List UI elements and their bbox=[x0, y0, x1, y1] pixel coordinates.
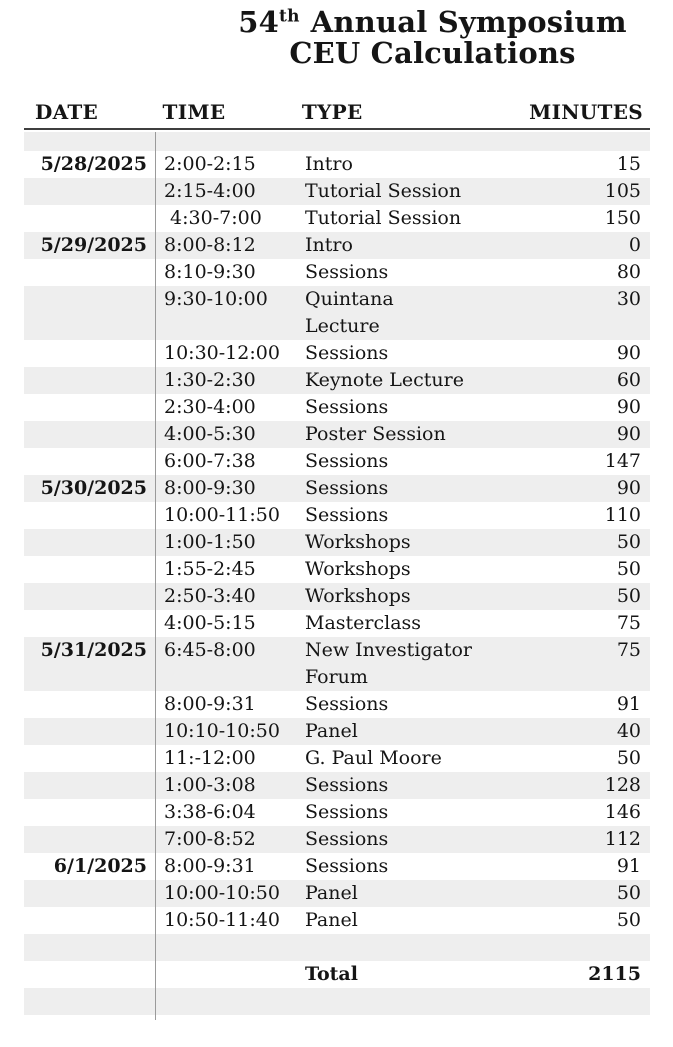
type-cell: Sessions bbox=[305, 855, 389, 877]
table-row bbox=[24, 502, 650, 529]
table-row bbox=[24, 394, 650, 421]
minutes-cell: 90 bbox=[616, 342, 641, 364]
table-row bbox=[24, 232, 650, 259]
time-cell: 10:10-10:50 bbox=[164, 720, 280, 742]
type-cell: Panel bbox=[305, 882, 358, 904]
type-cell: Sessions bbox=[305, 693, 389, 715]
table-row bbox=[24, 826, 650, 853]
time-cell: 3:38-6:04 bbox=[164, 801, 256, 823]
minutes-cell: 60 bbox=[616, 369, 641, 391]
type-cell: Poster Session bbox=[305, 423, 446, 445]
table-row bbox=[24, 610, 650, 637]
table-row bbox=[24, 907, 650, 934]
table-row bbox=[24, 691, 650, 718]
spacer-row bbox=[24, 1015, 650, 1047]
minutes-cell: 105 bbox=[604, 180, 641, 202]
type-cell: Sessions bbox=[305, 261, 389, 283]
type-cell: Tutorial Session bbox=[305, 207, 462, 229]
minutes-cell: 91 bbox=[616, 855, 641, 877]
time-cell: 10:00-11:50 bbox=[164, 504, 280, 526]
time-cell: 4:00-5:15 bbox=[164, 612, 256, 634]
type-cell: Sessions bbox=[305, 477, 389, 499]
time-cell: 2:15-4:00 bbox=[164, 180, 256, 202]
type-cell: Tutorial Session bbox=[305, 180, 462, 202]
time-cell: 8:00-9:31 bbox=[164, 855, 256, 877]
header-date: DATE bbox=[35, 100, 99, 124]
date-cell: 5/29/2025 bbox=[40, 234, 147, 256]
type-cell: Sessions bbox=[305, 396, 389, 418]
type-cell: Sessions bbox=[305, 504, 389, 526]
minutes-cell: 90 bbox=[616, 477, 641, 499]
type-cell: Workshops bbox=[305, 531, 411, 553]
type-cell: Sessions bbox=[305, 450, 389, 472]
minutes-cell: 91 bbox=[616, 693, 641, 715]
table-row bbox=[24, 745, 650, 772]
type-cell: G. Paul Moore bbox=[305, 747, 442, 769]
time-cell: 1:30-2:30 bbox=[164, 369, 256, 391]
type-cell: Panel bbox=[305, 909, 358, 931]
type-cell: Workshops bbox=[305, 558, 411, 580]
table-row bbox=[24, 367, 650, 394]
time-cell: 8:00-9:31 bbox=[164, 693, 256, 715]
table-row bbox=[24, 259, 650, 286]
time-cell: 11:-12:00 bbox=[164, 747, 256, 769]
title-text: Annual Symposium bbox=[310, 5, 627, 39]
type-cell: Sessions bbox=[305, 828, 389, 850]
time-cell: 8:00-8:12 bbox=[164, 234, 256, 256]
header-minutes: MINUTES bbox=[529, 100, 644, 124]
minutes-cell: 110 bbox=[604, 504, 641, 526]
minutes-cell: 80 bbox=[616, 261, 641, 283]
minutes-cell: 30 bbox=[616, 288, 641, 310]
table-row bbox=[24, 772, 650, 799]
spacer-row bbox=[24, 132, 650, 151]
minutes-cell: 50 bbox=[616, 585, 641, 607]
table-row bbox=[24, 151, 650, 178]
type-cell: Quintana Lecture bbox=[305, 288, 394, 337]
table-row bbox=[24, 340, 650, 367]
page-title bbox=[214, 7, 651, 69]
minutes-cell: 50 bbox=[616, 531, 641, 553]
table-row bbox=[24, 529, 650, 556]
type-cell: New Investigator Forum bbox=[305, 639, 473, 688]
minutes-cell: 150 bbox=[604, 207, 641, 229]
time-cell: 8:00-9:30 bbox=[164, 477, 256, 499]
type-cell: Total bbox=[305, 963, 358, 985]
time-cell: 4:30-7:00 bbox=[164, 207, 262, 229]
time-cell: 4:00-5:30 bbox=[164, 423, 256, 445]
header-type: TYPE bbox=[301, 100, 363, 124]
minutes-cell: 50 bbox=[616, 558, 641, 580]
minutes-cell: 90 bbox=[616, 423, 641, 445]
minutes-cell: 112 bbox=[604, 828, 641, 850]
time-cell: 6:45-8:00 bbox=[164, 639, 256, 661]
header-time: TIME bbox=[162, 100, 226, 124]
table-row bbox=[24, 286, 650, 340]
time-cell: 10:30-12:00 bbox=[164, 342, 280, 364]
time-cell: 6:00-7:38 bbox=[164, 450, 256, 472]
table-row bbox=[24, 448, 650, 475]
table-row bbox=[24, 583, 650, 610]
time-cell: 10:00-10:50 bbox=[164, 882, 280, 904]
type-cell: Masterclass bbox=[305, 612, 422, 634]
ceu-table-body bbox=[24, 132, 650, 1047]
time-cell: 2:30-4:00 bbox=[164, 396, 256, 418]
time-cell: 1:55-2:45 bbox=[164, 558, 256, 580]
time-cell: 1:00-3:08 bbox=[164, 774, 256, 796]
time-cell: 2:00-2:15 bbox=[164, 153, 256, 175]
type-cell: Intro bbox=[305, 234, 353, 256]
date-cell: 6/1/2025 bbox=[53, 855, 147, 877]
table-row bbox=[24, 799, 650, 826]
type-cell: Keynote Lecture bbox=[305, 369, 464, 391]
time-cell: 8:10-9:30 bbox=[164, 261, 256, 283]
table-row bbox=[24, 556, 650, 583]
title-ordinal: th bbox=[279, 6, 300, 27]
table-row bbox=[24, 718, 650, 745]
time-cell: 2:50-3:40 bbox=[164, 585, 256, 607]
time-cell: 7:00-8:52 bbox=[164, 828, 256, 850]
table-row bbox=[24, 205, 650, 232]
type-cell: Workshops bbox=[305, 585, 411, 607]
minutes-cell: 147 bbox=[604, 450, 641, 472]
minutes-cell: 75 bbox=[616, 639, 641, 661]
table-row bbox=[24, 421, 650, 448]
time-cell: 1:00-1:50 bbox=[164, 531, 256, 553]
minutes-cell: 2115 bbox=[588, 963, 641, 985]
type-cell: Sessions bbox=[305, 774, 389, 796]
date-cell: 5/30/2025 bbox=[40, 477, 147, 499]
title-number: 54 bbox=[238, 5, 280, 39]
minutes-cell: 50 bbox=[616, 909, 641, 931]
minutes-cell: 90 bbox=[616, 396, 641, 418]
table-row bbox=[24, 853, 650, 880]
table-row bbox=[24, 178, 650, 205]
time-cell: 9:30-10:00 bbox=[164, 288, 268, 310]
date-cell: 5/31/2025 bbox=[40, 639, 147, 661]
table-row bbox=[24, 880, 650, 907]
title-line-1 bbox=[214, 7, 651, 38]
spacer-row bbox=[24, 988, 650, 1015]
minutes-cell: 15 bbox=[616, 153, 641, 175]
spacer-row bbox=[24, 934, 650, 961]
type-cell: Panel bbox=[305, 720, 358, 742]
date-cell: 5/28/2025 bbox=[40, 153, 147, 175]
minutes-cell: 0 bbox=[628, 234, 641, 256]
table-row bbox=[24, 637, 650, 691]
minutes-cell: 128 bbox=[604, 774, 641, 796]
column-divider bbox=[155, 132, 156, 1020]
minutes-cell: 40 bbox=[616, 720, 641, 742]
title-line-2: CEU Calculations bbox=[289, 36, 576, 70]
minutes-cell: 75 bbox=[616, 612, 641, 634]
minutes-cell: 50 bbox=[616, 882, 641, 904]
total-row bbox=[24, 961, 650, 988]
minutes-cell: 50 bbox=[616, 747, 641, 769]
type-cell: Intro bbox=[305, 153, 353, 175]
table-header-row bbox=[24, 100, 650, 130]
table-row bbox=[24, 475, 650, 502]
time-cell: 10:50-11:40 bbox=[164, 909, 280, 931]
type-cell: Sessions bbox=[305, 342, 389, 364]
minutes-cell: 146 bbox=[604, 801, 641, 823]
type-cell: Sessions bbox=[305, 801, 389, 823]
